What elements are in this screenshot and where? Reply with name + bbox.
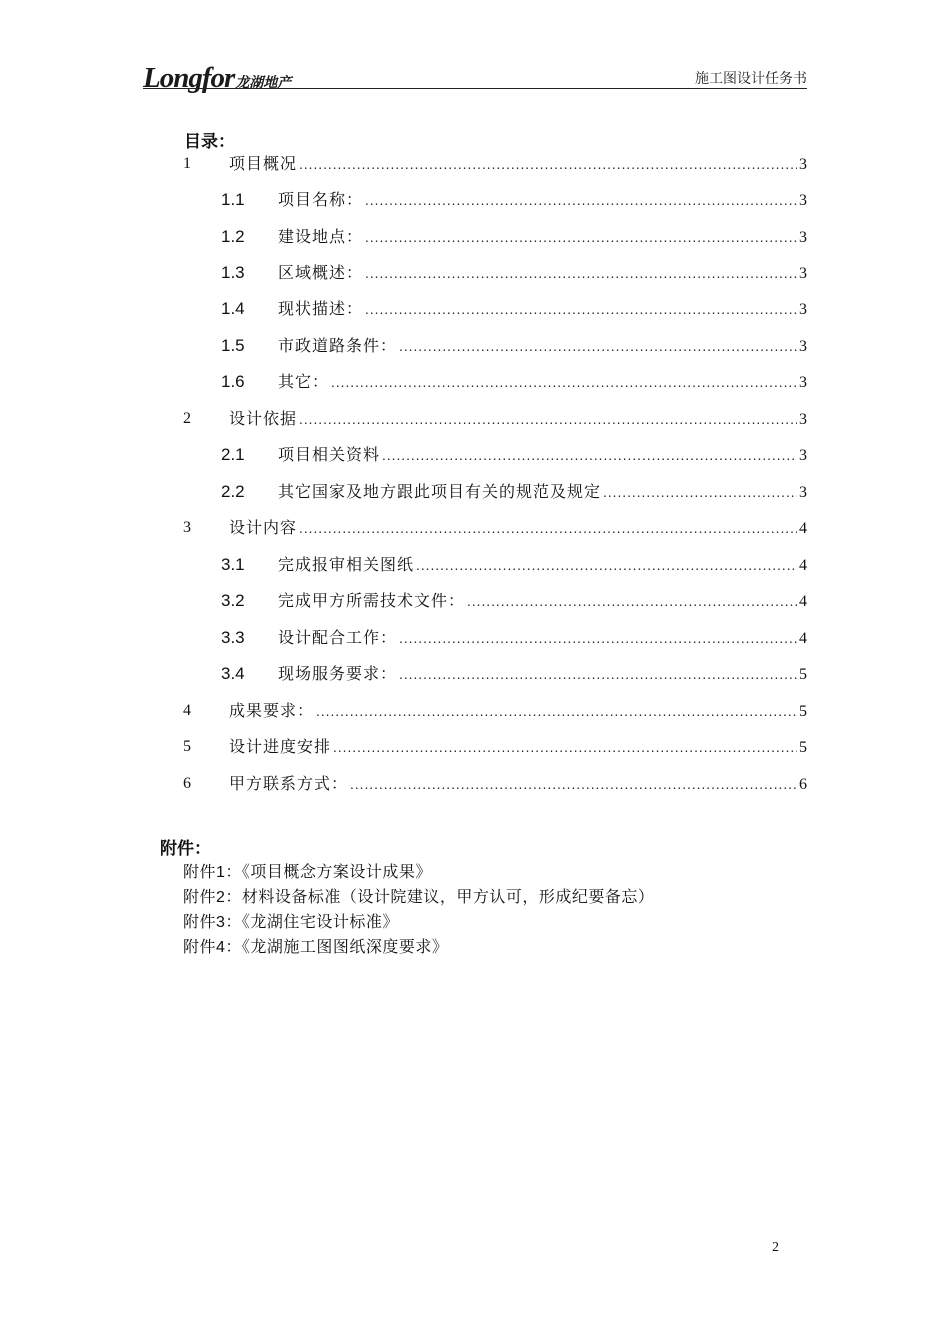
- attachment-number: 3: [216, 914, 226, 931]
- toc-entry[interactable]: [0, 262, 950, 284]
- attachment-item: [183, 934, 448, 957]
- toc-entry-number: 3.4: [221, 664, 245, 683]
- toc-entry-number: 3: [183, 519, 191, 536]
- toc-entry-page: 3: [799, 156, 807, 173]
- toc-entry[interactable]: [0, 371, 950, 393]
- toc-entry-page: 4: [799, 593, 807, 610]
- toc-entry-label: 项目相关资料: [278, 445, 381, 464]
- toc-entry-number: 1.5: [221, 336, 245, 355]
- toc-entry-page: 3: [799, 411, 807, 428]
- toc-entry-label: 现状描述：: [278, 299, 364, 318]
- toc-leader-dots: [399, 664, 797, 686]
- toc-entry-number: 4: [183, 702, 191, 719]
- toc-entry-number: 1: [183, 155, 191, 172]
- toc-leader-dots: [603, 482, 797, 504]
- toc-entry[interactable]: [0, 153, 950, 175]
- toc-entry-number: 1.2: [221, 227, 245, 246]
- toc-entry-number: 3.3: [221, 628, 245, 647]
- toc-entry-page: 4: [799, 557, 807, 574]
- toc-entry-page: 3: [799, 265, 807, 282]
- toc-entry-label: 设计内容: [229, 518, 298, 537]
- toc-entry-number: 1.4: [221, 299, 245, 318]
- toc-leader-dots: [365, 299, 797, 321]
- toc-leader-dots: [299, 518, 797, 540]
- toc-entry[interactable]: [0, 554, 950, 576]
- attachment-prefix: 附件: [183, 862, 217, 881]
- toc-entry[interactable]: [0, 700, 950, 722]
- toc-entry-page: 5: [799, 703, 807, 720]
- toc-leader-dots: [331, 372, 797, 394]
- toc-entry-label: 项目名称：: [278, 190, 364, 209]
- toc-entry-page: 3: [799, 338, 807, 355]
- toc-entry[interactable]: [0, 226, 950, 248]
- toc-leader-dots: [365, 190, 797, 212]
- toc-entry-label: 设计进度安排: [229, 737, 332, 756]
- toc-leader-dots: [316, 701, 797, 723]
- toc-leader-dots: [467, 591, 797, 613]
- toc-leader-dots: [299, 409, 797, 431]
- attachment-number: 2: [216, 889, 226, 906]
- toc-entry-number: 1.3: [221, 263, 245, 282]
- toc-entry-label: 其它：: [278, 372, 330, 391]
- toc-entry-page: 4: [799, 520, 807, 537]
- toc-entry[interactable]: [0, 590, 950, 612]
- toc-entry[interactable]: [0, 408, 950, 430]
- toc-entry-label: 区域概述：: [278, 263, 364, 282]
- attachment-prefix: 附件: [183, 887, 217, 906]
- toc-entry-label: 设计依据: [229, 409, 298, 428]
- toc-entry-label: 完成甲方所需技术文件：: [278, 591, 466, 610]
- toc-entry-page: 3: [799, 484, 807, 501]
- toc-entry[interactable]: [0, 298, 950, 320]
- attachment-number: 1: [216, 864, 226, 881]
- toc-entry-page: 3: [799, 301, 807, 318]
- toc-leader-dots: [382, 445, 797, 467]
- logo-wordmark-en: Longfor: [143, 62, 235, 94]
- toc-entry-number: 3.2: [221, 591, 245, 610]
- attachment-prefix: 附件: [183, 912, 217, 931]
- toc-entry[interactable]: [0, 444, 950, 466]
- page-number: 2: [772, 1240, 779, 1255]
- attachment-text: ：《龙湖施工图图纸深度要求》: [225, 937, 449, 956]
- toc-leader-dots: [299, 154, 797, 176]
- attachment-item: [183, 909, 399, 932]
- toc-entry[interactable]: [0, 627, 950, 649]
- toc-entry-page: 5: [799, 666, 807, 683]
- logo-wordmark-cn: 龙湖地产: [235, 75, 292, 91]
- toc-entry-label: 甲方联系方式：: [229, 774, 349, 793]
- toc-entry-number: 2: [183, 410, 191, 427]
- attachment-text: ：《龙湖住宅设计标准》: [225, 912, 399, 931]
- header-rule: [143, 88, 807, 89]
- attachments-title: 附件：: [160, 839, 211, 859]
- toc-entry-page: 6: [799, 776, 807, 793]
- toc-entry-label: 建设地点：: [278, 227, 364, 246]
- toc-leader-dots: [399, 336, 797, 358]
- toc-entry-number: 1.1: [221, 190, 245, 209]
- toc-entry-label: 完成报审相关图纸: [278, 555, 415, 574]
- toc-entry-number: 5: [183, 738, 191, 755]
- toc-entry[interactable]: [0, 736, 950, 758]
- toc-entry-page: 3: [799, 229, 807, 246]
- toc-entry-number: 3.1: [221, 555, 245, 574]
- toc-entry-number: 1.6: [221, 372, 245, 391]
- toc-entry-label: 现场服务要求：: [278, 664, 398, 683]
- page-header: [143, 60, 807, 94]
- toc-entry-page: 5: [799, 739, 807, 756]
- attachment-item: [183, 884, 654, 907]
- attachment-prefix: 附件: [183, 937, 217, 956]
- toc-leader-dots: [350, 774, 797, 796]
- toc-entry-label: 项目概况: [229, 154, 298, 173]
- longfor-logo: [143, 62, 291, 96]
- document-title: 施工图设计任务书: [695, 71, 807, 87]
- toc-entry[interactable]: [0, 335, 950, 357]
- toc-entry[interactable]: [0, 517, 950, 539]
- toc-entry[interactable]: [0, 189, 950, 211]
- toc-entry[interactable]: [0, 663, 950, 685]
- toc-entry-number: 6: [183, 775, 191, 792]
- toc-entry[interactable]: [0, 481, 950, 503]
- toc-entry-page: 3: [799, 447, 807, 464]
- toc-entry-label: 其它国家及地方跟此项目有关的规范及规定: [278, 482, 602, 501]
- toc-entry-label: 成果要求：: [229, 701, 315, 720]
- toc-title: 目录：: [184, 132, 235, 152]
- toc-entry-page: 4: [799, 630, 807, 647]
- attachment-text: ：材料设备标准（设计院建议，甲方认可，形成纪要备忘）: [225, 887, 655, 906]
- toc-leader-dots: [416, 555, 797, 577]
- toc-entry-number: 2.2: [221, 482, 245, 501]
- toc-entry-label: 市政道路条件：: [278, 336, 398, 355]
- attachment-number: 4: [216, 939, 226, 956]
- toc-leader-dots: [399, 628, 797, 650]
- toc-entry-page: 3: [799, 192, 807, 209]
- toc-entry-page: 3: [799, 374, 807, 391]
- toc-leader-dots: [333, 737, 797, 759]
- toc-leader-dots: [365, 227, 797, 249]
- toc-entry[interactable]: [0, 773, 950, 795]
- toc-entry-number: 2.1: [221, 445, 245, 464]
- toc-entry-label: 设计配合工作：: [278, 628, 398, 647]
- attachment-text: ：《项目概念方案设计成果》: [225, 862, 432, 881]
- attachment-item: [183, 859, 432, 882]
- toc-leader-dots: [365, 263, 797, 285]
